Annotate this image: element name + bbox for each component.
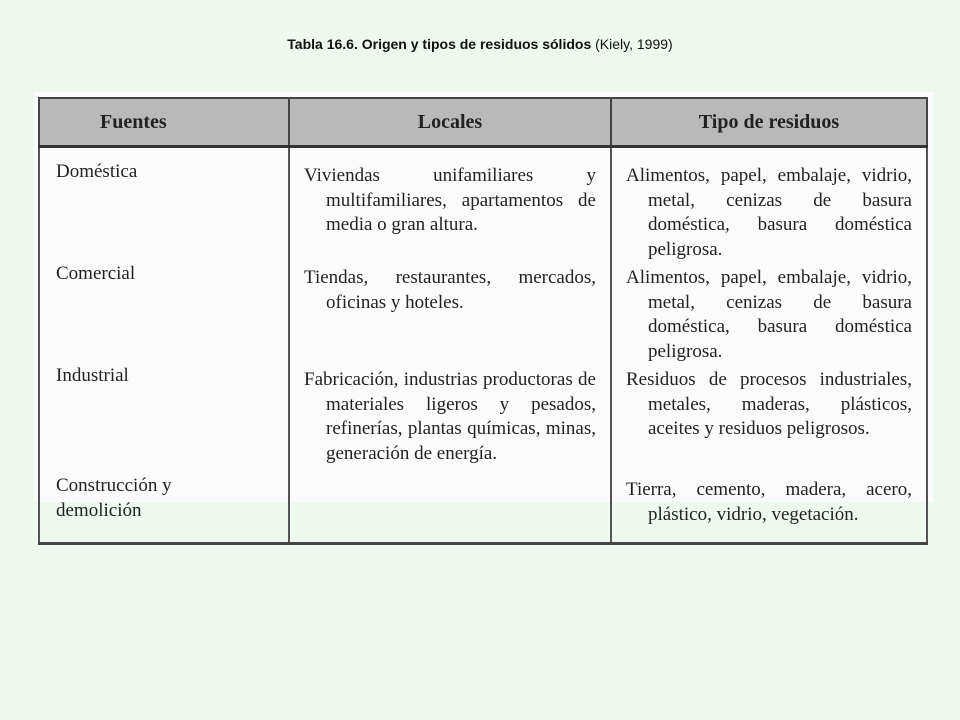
cell-fuente: Construcción y demolición bbox=[56, 475, 172, 521]
cell-tipo: Residuos de procesos industriales, metales, maderas, plásticos, aceites y residuos peligrosos. bbox=[626, 369, 912, 439]
cell-fuente: Doméstica bbox=[56, 161, 138, 182]
caption-source: (Kiely, 1999) bbox=[595, 36, 673, 52]
table-row bbox=[39, 147, 927, 263]
table-header-row bbox=[39, 98, 927, 147]
header-fuentes: Fuentes bbox=[39, 98, 289, 147]
table-row bbox=[39, 364, 927, 474]
cell-fuente: Industrial bbox=[56, 365, 129, 386]
header-locales: Locales bbox=[289, 98, 611, 147]
scanned-table-image bbox=[34, 92, 934, 525]
cell-tipo: Tierra, cemento, madera, acero, plástico, vidrio, vegetación. bbox=[626, 479, 912, 525]
cell-locales bbox=[290, 474, 610, 478]
cell-tipo: Alimentos, papel, embalaje, vidrio, metal, cenizas de basura doméstica, basura doméstica peligrosa. bbox=[626, 165, 912, 260]
table-row bbox=[39, 474, 927, 544]
cell-tipo: Alimentos, papel, embalaje, vidrio, metal, cenizas de basura doméstica, basura doméstica peligrosa. bbox=[626, 267, 912, 362]
cell-locales: Viviendas unifamiliares y multifamiliares, apartamentos de media o gran altura. bbox=[304, 165, 596, 235]
cell-locales: Tiendas, restaurantes, mercados, oficinas y hoteles. bbox=[304, 267, 596, 313]
waste-origin-table bbox=[38, 97, 928, 545]
table-caption bbox=[0, 36, 960, 52]
caption-title: Tabla 16.6. Origen y tipos de residuos sólidos bbox=[287, 36, 592, 52]
table-row bbox=[39, 262, 927, 364]
cell-fuente: Comercial bbox=[56, 263, 136, 284]
cell-locales: Fabricación, industrias productoras de materiales ligeros y pesados, refinerías, plantas químicas, minas, generación de energía. bbox=[304, 369, 596, 464]
header-tipo-residuos: Tipo de residuos bbox=[611, 98, 927, 147]
